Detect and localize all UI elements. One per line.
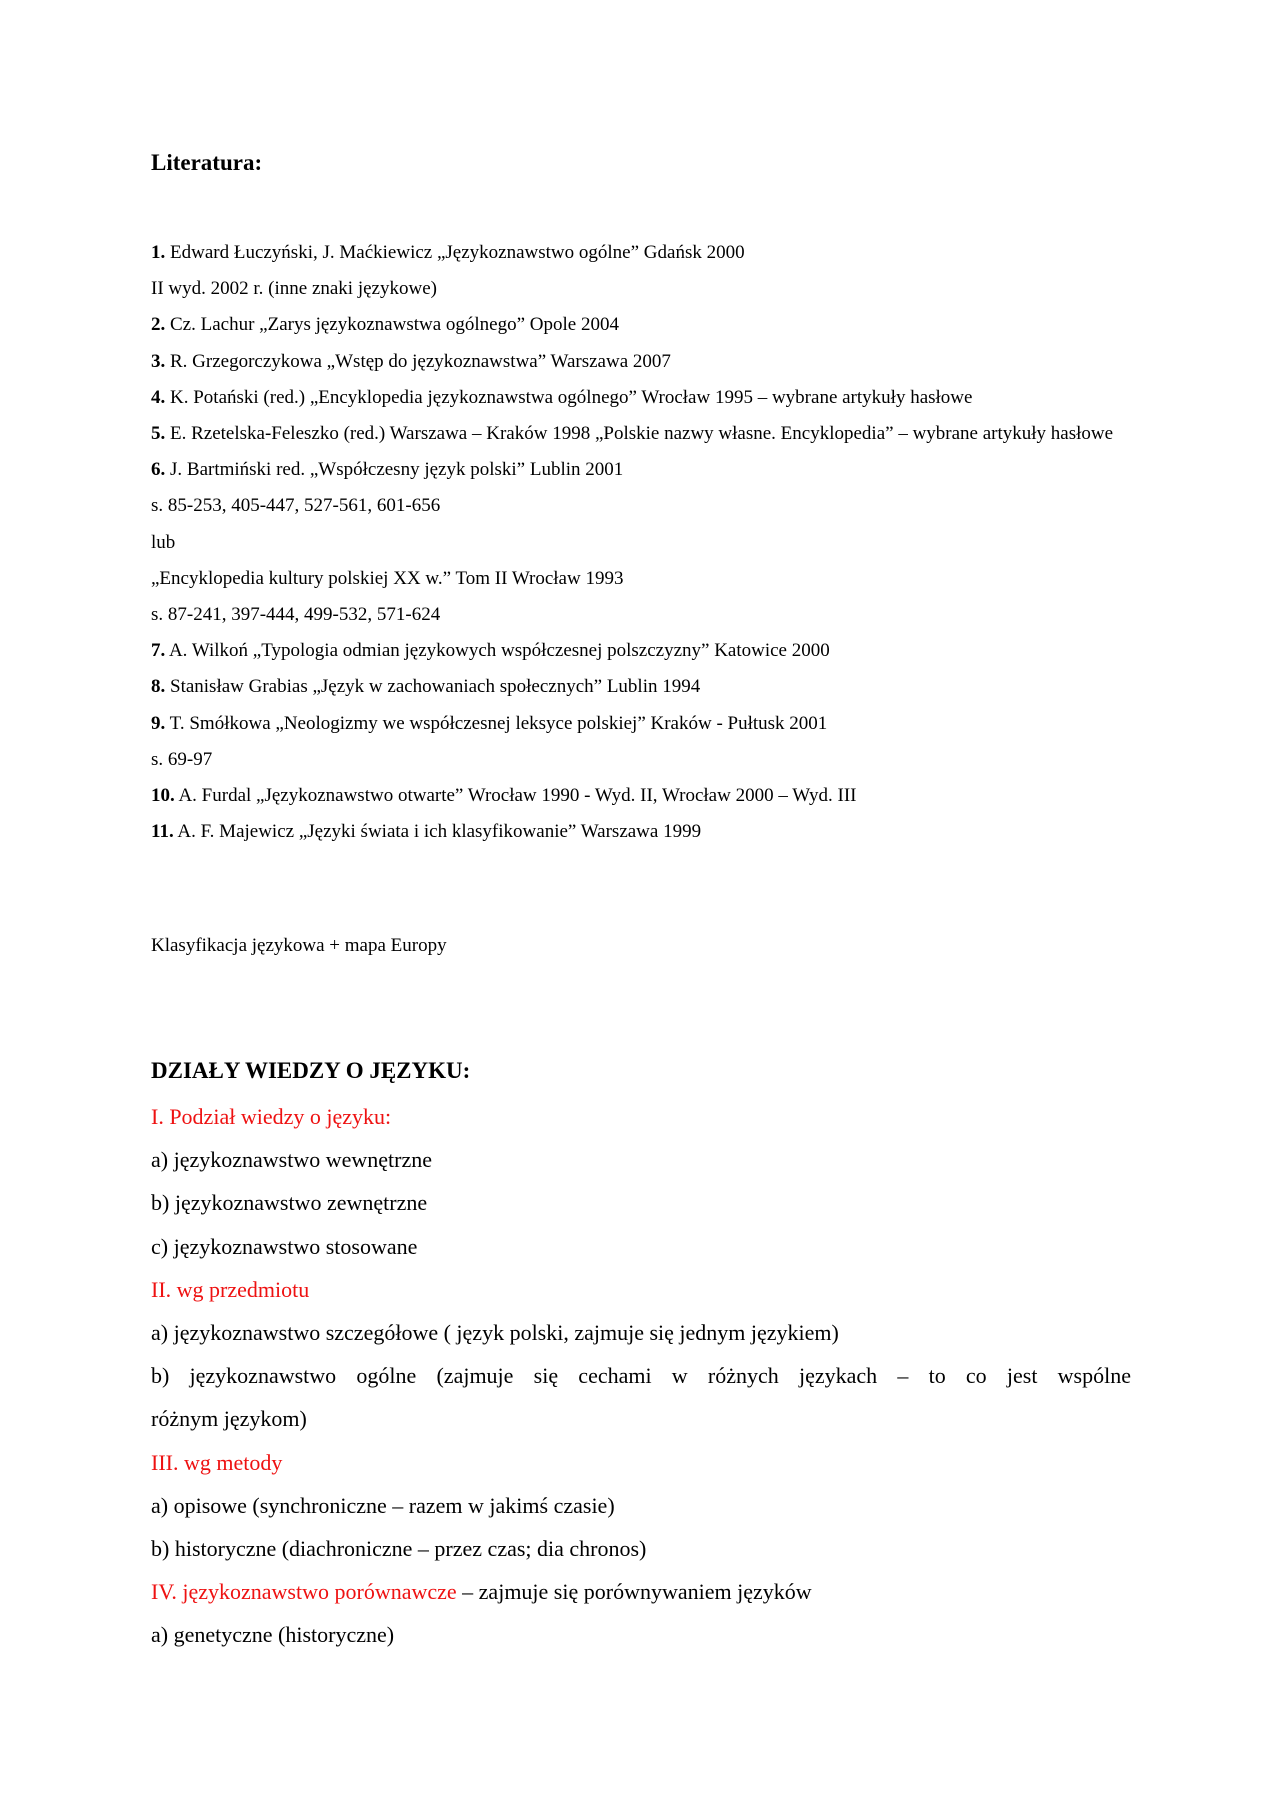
entry-number: 1. (151, 242, 166, 263)
dzialy-line (151, 1095, 1131, 1138)
line-text: b) językoznawstwo ogólne (zajmuje się cechami w różnych językach – to co jest wspólne (151, 1363, 1131, 1389)
entry-text: s. 69-97 (151, 748, 213, 770)
dzialy-line (151, 1613, 1131, 1656)
entry-number: 11. (151, 821, 174, 843)
classification-note: Klasyfikacja językowa + mapa Europy (151, 935, 447, 956)
entry-number: 9. (151, 712, 166, 734)
literature-entry (151, 597, 1131, 633)
section-heading-red: IV. językoznawstwo porównawcze (151, 1579, 457, 1605)
entry-text: „Encyklopedia kultury polskiej XX w.” Tom II Wrocław 1993 (151, 567, 624, 589)
line-text: a) opisowe (synchroniczne – razem w jakimś czasie) (151, 1492, 615, 1518)
entry-text: s. 87-241, 397-444, 499-532, 571-624 (151, 604, 441, 626)
literature-entry (151, 525, 1131, 561)
entry-text: s. 85-253, 405-447, 527-561, 601-656 (151, 495, 441, 517)
literature-entry (151, 706, 1131, 742)
entry-number: 3. (151, 350, 166, 372)
dzialy-line (151, 1138, 1131, 1181)
line-text: b) historyczne (diachroniczne – przez czas; dia chronos) (151, 1536, 647, 1562)
dzialy-line (151, 1570, 1131, 1613)
entry-text: II wyd. 2002 r. (inne znaki językowe) (151, 278, 437, 300)
dzialy-list (151, 1095, 1131, 1657)
entry-text: Cz. Lachur „Zarys językoznawstwa ogólnego” Opole 2004 (165, 314, 619, 336)
literature-entry (151, 742, 1131, 778)
entry-text: Stanisław Grabias „Język w zachowaniach społecznych” Lublin 1994 (165, 676, 701, 698)
literature-entry (151, 561, 1131, 597)
line-text: b) językoznawstwo zewnętrzne (151, 1190, 428, 1216)
entry-number: 7. (151, 640, 166, 662)
literature-entry (151, 307, 1131, 343)
literature-entry (151, 778, 1131, 814)
entry-number: 5. (151, 423, 166, 445)
section-heading-red: II. wg przedmiotu (151, 1276, 310, 1302)
entry-number: 10. (151, 785, 175, 807)
line-text: c) językoznawstwo stosowane (151, 1233, 418, 1259)
dzialy-line (151, 1484, 1131, 1527)
dzialy-line (151, 1268, 1131, 1311)
line-text: a) językoznawstwo szczegółowe ( język polski, zajmuje się jednym językiem) (151, 1320, 839, 1346)
dzialy-line (151, 1225, 1131, 1268)
entry-number: 6. (151, 459, 166, 481)
entry-text: A. Furdal „Językoznawstwo otwarte” Wrocław 1990 - Wyd. II, Wrocław 2000 – Wyd. III (174, 785, 857, 807)
line-text: a) językoznawstwo wewnętrzne (151, 1147, 432, 1173)
entry-number: 2. (151, 314, 166, 336)
entry-text: lub (151, 531, 176, 553)
line-text: różnym językom) (151, 1406, 307, 1432)
dzialy-line (151, 1441, 1131, 1484)
dzialy-heading: DZIAŁY WIEDZY O JĘZYKU: (151, 1058, 471, 1083)
entry-text: R. Grzegorczykowa „Wstęp do językoznawstwa” Warszawa 2007 (165, 350, 671, 372)
dzialy-line (151, 1397, 1131, 1440)
entry-text: J. Bartmiński red. „Współczesny język polski” Lublin 2001 (165, 459, 624, 481)
literature-entry (151, 452, 1131, 488)
section-heading-red: I. Podział wiedzy o języku: (151, 1104, 392, 1129)
literature-entry (151, 344, 1131, 380)
dzialy-line (151, 1181, 1131, 1224)
line-text: a) genetyczne (historyczne) (151, 1622, 395, 1648)
entry-text: K. Potański (red.) „Encyklopedia językoznawstwa ogólnego” Wrocław 1995 – wybrane artykuły hasłowe (165, 386, 973, 408)
literature-entry (151, 669, 1131, 705)
literature-entry (151, 814, 1131, 850)
entry-text: E. Rzetelska-Feleszko (red.) Warszawa – Kraków 1998 „Polskie nazwy własne. Encyklopedia” – wybrane artykuły hasłowe (165, 423, 1114, 445)
entry-text: Edward Łuczyński, J. Maćkiewicz „Językoznawstwo ogólne” Gdańsk 2000 (165, 242, 745, 263)
literature-entry (151, 271, 1131, 307)
literature-entry (151, 633, 1131, 669)
entry-text: A. F. Majewicz „Języki świata i ich klasyfikowanie” Warszawa 1999 (173, 821, 702, 843)
entry-text: A. Wilkoń „Typologia odmian językowych współczesnej polszczyzny” Katowice 2000 (165, 640, 830, 662)
section-heading-red: III. wg metody (151, 1449, 283, 1475)
dzialy-line (151, 1354, 1131, 1397)
literature-entry (151, 488, 1131, 524)
literature-heading: Literatura: (151, 150, 263, 175)
entry-text: T. Smółkowa „Neologizmy we współczesnej leksyce polskiej” Kraków - Pułtusk 2001 (165, 712, 828, 734)
entry-number: 8. (151, 676, 166, 698)
literature-entry (151, 235, 1131, 271)
literature-list (151, 235, 1131, 850)
dzialy-line (151, 1311, 1131, 1354)
literature-entry (151, 380, 1131, 416)
line-text: – zajmuje się porównywaniem języków (456, 1579, 812, 1605)
entry-number: 4. (151, 386, 166, 408)
literature-entry (151, 416, 1131, 452)
dzialy-line (151, 1527, 1131, 1570)
